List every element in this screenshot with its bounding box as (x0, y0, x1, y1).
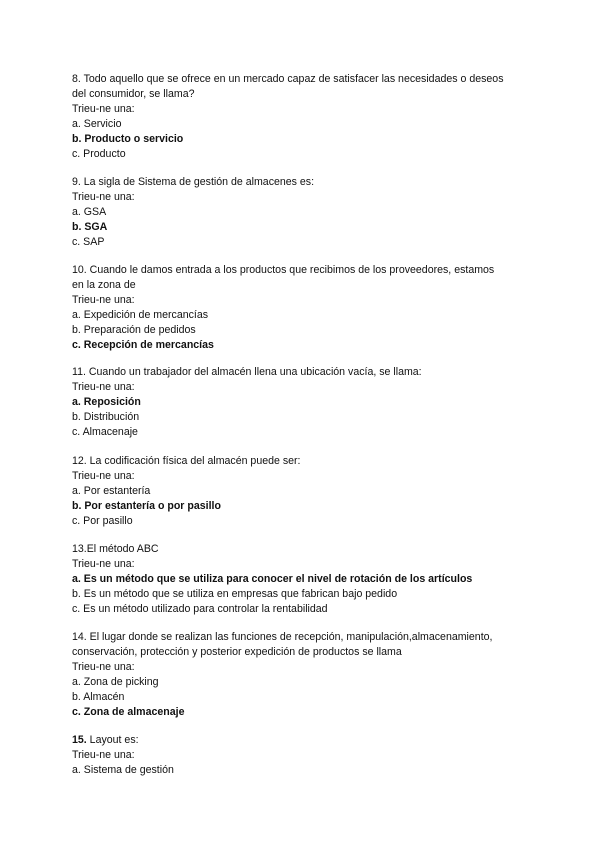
prompt-label: Trieu-ne una: (72, 469, 135, 482)
prompt-label: Trieu-ne una: (72, 660, 135, 673)
question-13 (72, 542, 542, 617)
answer-option: a. Sistema de gestión (72, 763, 174, 776)
correct-answer-option: b. Producto o servicio (72, 132, 184, 145)
question-stem: en la zona de (72, 278, 136, 291)
answer-option: c. Almacenaje (72, 425, 138, 438)
question-stem: 14. El lugar donde se realizan las funciones de recepción, manipulación,almacenamiento, (72, 631, 493, 643)
question-stem: 9. La sigla de Sistema de gestión de almacenes es: (72, 176, 315, 188)
answer-option: b. Preparación de pedidos (72, 323, 196, 336)
correct-answer-option: b. Por estantería o por pasillo (72, 499, 221, 512)
correct-answer-option: b. SGA (72, 220, 108, 233)
question-stem: 13.El método ABC (72, 543, 159, 555)
question-stem: 10. Cuando le damos entrada a los productos que recibimos de los proveedores, estamos (72, 264, 495, 276)
question-14 (72, 630, 542, 719)
question-stem: 11. Cuando un trabajador del almacén llena una ubicación vacía, se llama: (72, 366, 422, 378)
answer-option: c. Producto (72, 147, 126, 160)
correct-answer-option: c. Zona de almacenaje (72, 705, 185, 718)
prompt-label: Trieu-ne una: (72, 293, 135, 306)
question-9 (72, 175, 542, 250)
prompt-label: Trieu-ne una: (72, 102, 135, 115)
answer-option: b. Distribución (72, 410, 140, 423)
question-15 (72, 733, 542, 778)
answer-option: c. SAP (72, 235, 105, 248)
question-stem: 8. Todo aquello que se ofrece en un mercado capaz de satisfacer las necesidades o deseos (72, 73, 504, 85)
answer-option: c. Por pasillo (72, 514, 133, 527)
question-stem: 12. La codificación física del almacén puede ser: (72, 455, 301, 467)
answer-option: a. Expedición de mercancías (72, 308, 209, 321)
answer-option: a. Por estantería (72, 484, 151, 497)
prompt-label: Trieu-ne una: (72, 748, 135, 761)
question-8 (72, 72, 542, 161)
question-stem (72, 733, 542, 748)
answer-option: a. Servicio (72, 117, 122, 130)
correct-answer-option: a. Reposición (72, 395, 141, 408)
question-stem: del consumidor, se llama? (72, 87, 195, 100)
answer-option: b. Almacén (72, 690, 125, 703)
answer-option: c. Es un método utilizado para controlar la rentabilidad (72, 602, 328, 615)
prompt-label: Trieu-ne una: (72, 190, 135, 203)
question-number: 15. (72, 734, 87, 746)
correct-answer-option: c. Recepción de mercancías (72, 338, 214, 351)
answer-option: b. Es un método que se utiliza en empresas que fabrican bajo pedido (72, 587, 398, 600)
correct-answer-option: a. Es un método que se utiliza para conocer el nivel de rotación de los artículos (72, 572, 473, 585)
prompt-label: Trieu-ne una: (72, 380, 135, 393)
question-10 (72, 263, 542, 352)
question-stem: conservación, protección y posterior expedición de productos se llama (72, 645, 402, 658)
answer-option: a. GSA (72, 205, 107, 218)
prompt-label: Trieu-ne una: (72, 557, 135, 570)
question-stem-text: Layout es: (86, 734, 139, 746)
answer-option: a. Zona de picking (72, 675, 159, 688)
question-12 (72, 454, 542, 529)
question-11 (72, 365, 542, 440)
